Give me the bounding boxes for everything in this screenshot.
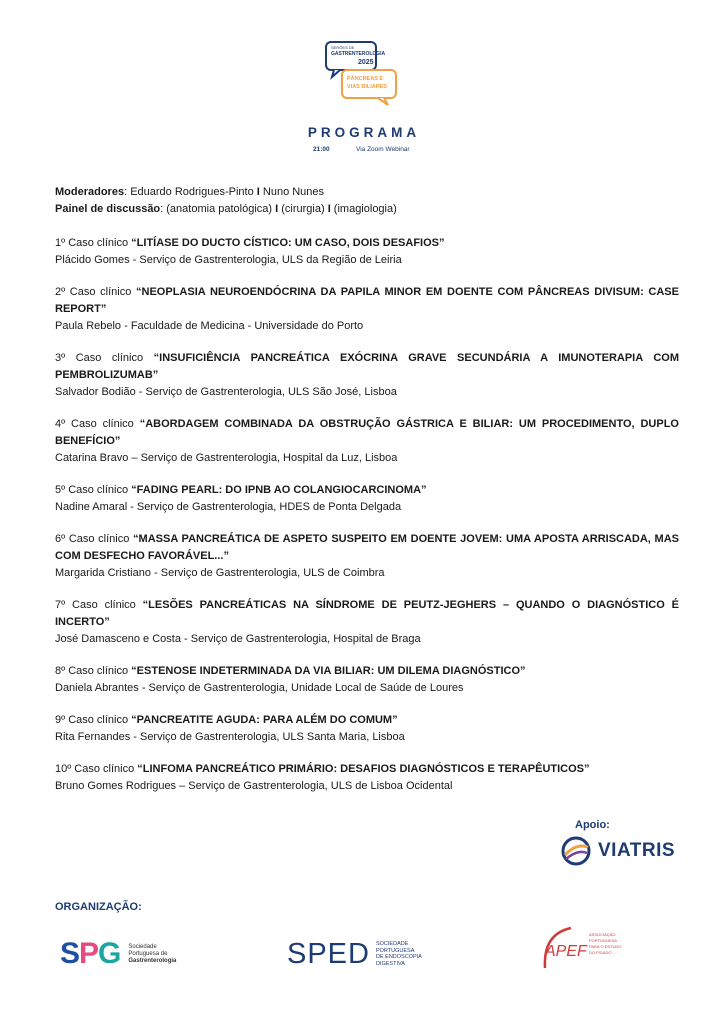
case-item [55, 531, 679, 582]
case-prefix: 1º Caso clínico [55, 237, 132, 249]
event-time: 21:00 [313, 146, 330, 153]
case-title [55, 663, 679, 680]
case-title-text: “ABORDAGEM COMBINADA DA OBSTRUÇÃO GÁSTRICA E BILIAR: UM PROCEDIMENTO, DUPLO BENEFÍCIO” [55, 418, 679, 447]
page-title: PROGRAMA [307, 125, 421, 140]
spg-logo-word: SPG [60, 937, 121, 970]
case-item [55, 597, 679, 648]
svg-text:DO FÍGADO: DO FÍGADO [589, 950, 612, 955]
case-item [55, 235, 679, 269]
case-prefix: 2º Caso clínico [55, 286, 137, 298]
logo-line1: SERÕES DE [331, 45, 355, 50]
case-title [55, 482, 679, 499]
case-item [55, 284, 679, 335]
programme-content [55, 184, 679, 810]
organisation-label: ORGANIZAÇÃO: [55, 901, 142, 913]
logo-year: 2025 [358, 59, 374, 66]
panel-line [55, 201, 679, 218]
case-speaker: Nadine Amaral - Serviço de Gastrenterologia, HDES de Ponta Delgada [55, 501, 402, 513]
sped-logo [287, 938, 422, 970]
spg-logo [60, 938, 176, 970]
viatris-globe-icon [560, 835, 592, 867]
sped-logo-text: SOCIEDADE PORTUGUESA DE ENDOSCOPIA DIGESTIVA [375, 941, 422, 967]
viatris-logo [560, 833, 675, 869]
case-item [55, 712, 679, 746]
logo-line4: VIAS BILIARES [347, 84, 388, 90]
case-speaker: Plácido Gomes - Serviço de Gastrenterologia, ULS da Região de Leiria [55, 254, 402, 266]
moderators-value: : Eduardo Rodrigues-Pinto [124, 186, 257, 198]
moderators-value2: Nuno Nunes [259, 186, 325, 198]
svg-text:ASSOCIAÇÃO: ASSOCIAÇÃO [589, 932, 616, 937]
sponsor-name: VIATRIS [598, 840, 676, 861]
case-prefix: 10º Caso clínico [55, 763, 138, 775]
panel-value1: : (anatomia patológica) [160, 203, 276, 215]
svg-text:PORTUGUESA: PORTUGUESA [589, 938, 617, 943]
case-prefix: 5º Caso clínico [55, 484, 132, 496]
apef-logo [541, 924, 621, 974]
apef-logo-word: APEF [545, 943, 587, 960]
case-title-text: “ESTENOSE INDETERMINADA DA VIA BILIAR: UM DILEMA DIAGNÓSTICO” [131, 665, 526, 677]
moderators-separator: I [256, 186, 260, 198]
case-item [55, 663, 679, 697]
case-speaker: Margarida Cristiano - Serviço de Gastrenterologia, ULS de Coimbra [55, 567, 385, 579]
case-title [55, 761, 679, 778]
case-prefix: 3º Caso clínico [55, 352, 154, 364]
case-speaker: Salvador Bodião - Serviço de Gastrenterologia, ULS São José, Lisboa [55, 386, 397, 398]
sponsor-label: Apoio: [575, 819, 610, 831]
case-title-text: “LESÕES PANCREÁTICAS NA SÍNDROME DE PEUTZ-JEGHERS – QUANDO O DIAGNÓSTICO É INCERTO” [55, 599, 679, 628]
case-speaker: Daniela Abrantes - Serviço de Gastrenterologia, Unidade Local de Saúde de Loures [55, 682, 464, 694]
case-title-text: “PANCREATITE AGUDA: PARA ALÉM DO COMUM” [131, 714, 398, 726]
logo-line3: PÂNCREAS E [347, 76, 384, 82]
spg-logo-text: Sociedade Portuguesa de Gastrenterologia [128, 943, 177, 964]
case-item [55, 416, 679, 467]
case-title [55, 597, 679, 631]
case-prefix: 4º Caso clínico [55, 418, 140, 430]
case-title [55, 235, 679, 252]
case-item [55, 761, 679, 795]
case-speaker: Catarina Bravo – Serviço de Gastrenterologia, Hospital da Luz, Lisboa [55, 452, 398, 464]
event-platform: Via Zoom Webinar [356, 146, 410, 153]
panel-label: Painel de discussão [55, 203, 161, 215]
case-title [55, 284, 679, 318]
case-title [55, 531, 679, 565]
case-speaker: Paula Rebelo - Faculdade de Medicina - Universidade do Porto [55, 320, 364, 332]
case-title [55, 350, 679, 384]
case-prefix: 6º Caso clínico [55, 533, 134, 545]
case-prefix: 9º Caso clínico [55, 714, 132, 726]
sped-logo-word: SPED [287, 938, 370, 970]
moderators-label: Moderadores [55, 186, 125, 198]
case-title-text: “MASSA PANCREÁTICA DE ASPETO SUSPEITO EM DOENTE JOVEM: UMA APOSTA ARRISCADA, MAS COM DESFECHO FAVORÁVEL...” [55, 533, 679, 562]
case-speaker: Rita Fernandes - Serviço de Gastrenterologia, ULS Santa Maria, Lisboa [55, 731, 405, 743]
case-prefix: 8º Caso clínico [55, 665, 132, 677]
moderators-line [55, 184, 679, 201]
case-title [55, 712, 679, 729]
case-speaker: Bruno Gomes Rodrigues – Serviço de Gastrenterologia, ULS de Lisboa Ocidental [55, 780, 453, 792]
case-title-text: “LITÍASE DO DUCTO CÍSTICO: UM CASO, DOIS DESAFIOS” [131, 237, 445, 249]
panel-value2: (cirurgia) [278, 203, 328, 215]
svg-text:PARA O ESTUDO: PARA O ESTUDO [589, 944, 621, 949]
panel-value3: (imagiologia) [330, 203, 397, 215]
panel-separator-2: I [327, 203, 331, 215]
case-item [55, 482, 679, 516]
case-title-text: “NEOPLASIA NEUROENDÓCRINA DA PAPILA MINOR EM DOENTE COM PÂNCREAS DIVISUM: CASE REPORT” [55, 286, 679, 315]
case-speaker: José Damasceno e Costa - Serviço de Gastrenterologia, Hospital de Braga [55, 633, 421, 645]
panel-separator-1: I [275, 203, 279, 215]
case-prefix: 7º Caso clínico [55, 599, 143, 611]
case-title-text: “FADING PEARL: DO IPNB AO COLANGIOCARCINOMA” [131, 484, 427, 496]
event-logo [322, 40, 402, 106]
logo-line2: GASTRENTEROLOGIA [331, 51, 386, 57]
case-title [55, 416, 679, 450]
case-title-text: “INSUFICIÊNCIA PANCREÁTICA EXÓCRINA GRAVE SECUNDÁRIA A IMUNOTERAPIA COM PEMBROLIZUMAB” [55, 352, 679, 381]
case-title-text: “LINFOMA PANCREÁTICO PRIMÁRIO: DESAFIOS DIAGNÓSTICOS E TERAPÊUTICOS” [137, 763, 590, 775]
case-item [55, 350, 679, 401]
